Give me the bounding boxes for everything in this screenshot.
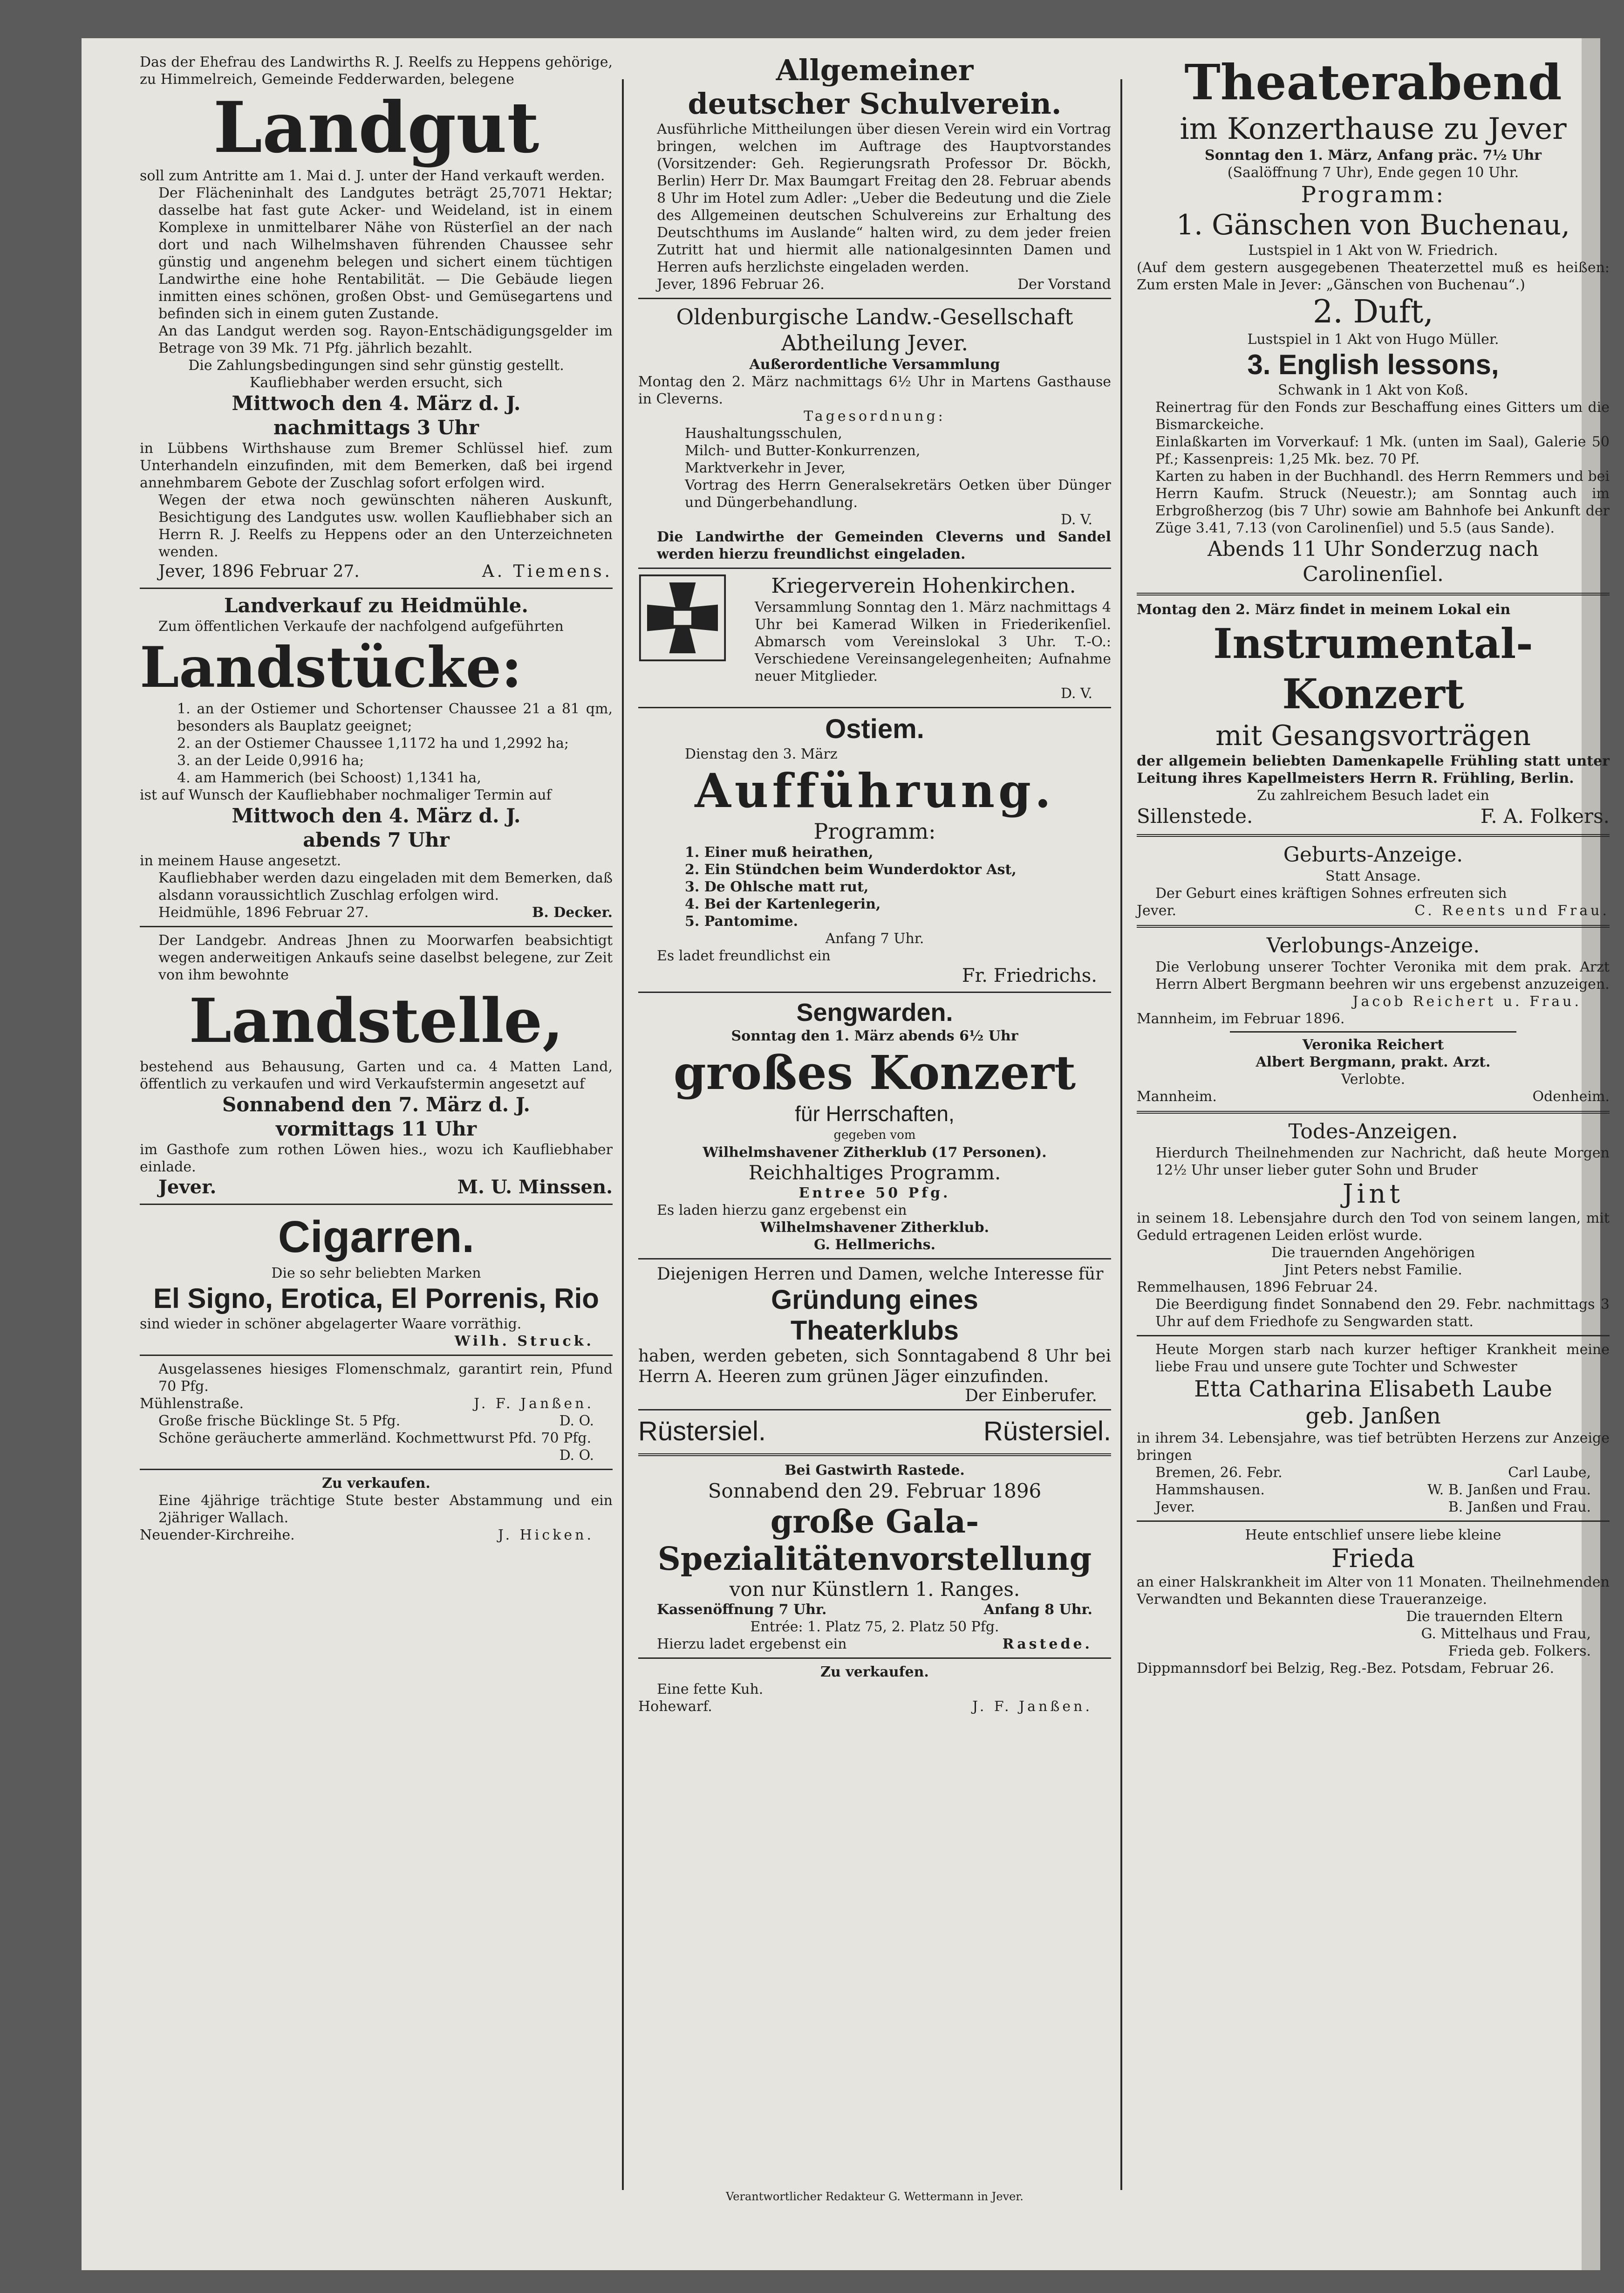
list-item: Marktverkehr in Jever, xyxy=(685,460,846,476)
ad-text: Die Beerdigung findet Sonnabend den 29. Febr. nachmittags 3 Uhr auf dem Friedhofe zu Sengwarden statt. xyxy=(1155,1296,1610,1330)
divider xyxy=(140,926,613,927)
ad-name: Etta Catharina Elisabeth Laube xyxy=(1194,1376,1552,1402)
ad-text: Der Flächeninhalt des Landgutes beträgt 25,7071 Hektar; dasselbe hat fast gute Acker- und Weideland, ist in einem Komplexe in unmittelbarer Nähe von Rüsterſiel an der nach dort und nach Wilhelmshaven führenden Chaussee sehr günstig und angenehm belegen und sichert einem tüchtigen Landwirthe eine hohe Rentabilität. — Die Gebäude liegen inmitten eines schönen, großen Obst- und Gemüsegartens und befinden sich in einem guten Zustande. xyxy=(158,185,613,322)
ad-date: Sonntag den 1. März abends 6½ Uhr xyxy=(731,1028,1018,1044)
divider xyxy=(638,1258,1111,1259)
ad-place: Hohewarf. xyxy=(638,1698,712,1715)
list-item: Haushaltungsschulen, xyxy=(685,425,842,442)
divider xyxy=(1137,834,1610,837)
ad-date: Sonnabend den 29. Februar 1896 xyxy=(708,1479,1042,1502)
divider xyxy=(1137,1335,1610,1336)
divider xyxy=(1137,1520,1610,1522)
ad-verlobung xyxy=(1137,933,1610,1105)
divider xyxy=(1137,925,1610,928)
ad-ruestersiel xyxy=(638,1415,1111,1653)
ad-text: Verlobte. xyxy=(1341,1071,1406,1088)
ad-text: Kassenöffnung 7 Uhr. xyxy=(657,1602,827,1618)
ad-time: abends 7 Uhr xyxy=(303,828,450,851)
page-footer: Verantwortlicher Redakteur G. Wettermann in Jever. xyxy=(726,2190,1024,2203)
ad-text: Lustspiel in 1 Akt von W. Friedrich. xyxy=(1248,242,1498,259)
ad-text: Der Geburt eines kräftigen Sohnes erfreuten sich xyxy=(1155,885,1507,902)
ad-cigarren xyxy=(140,1210,613,1350)
ad-big-headline: Instrumental-Konzert xyxy=(1213,619,1533,718)
ad-headline: Rüstersiel. xyxy=(983,1416,1111,1446)
ad-place: Hammshausen. xyxy=(1155,1482,1265,1498)
ad-text: Zu zahlreichem Besuch ladet ein xyxy=(1257,787,1489,804)
divider xyxy=(1137,593,1610,595)
ad-signature: J. F. Janßen. xyxy=(474,1396,594,1412)
ad-instrumental-konzert xyxy=(1137,601,1610,828)
ad-theaterklub xyxy=(638,1264,1111,1404)
ad-place: Odenheim. xyxy=(1532,1088,1610,1105)
ad-text: in meinem Hause angesetzt. xyxy=(140,853,341,869)
ad-headline: Zu verkaufen. xyxy=(322,1475,430,1492)
ad-signature: B. Decker. xyxy=(532,904,613,921)
ad-text: Ausgelassenes hiesiges Flomenschmalz, garantirt rein, Pfund 70 Pfg. xyxy=(158,1361,613,1395)
ad-subheadline: von nur Künstlern 1. Ranges. xyxy=(729,1578,1020,1601)
ad-text: ist auf Wunsch der Kaufliebhaber nochmaliger Termin auf xyxy=(140,787,552,803)
ad-headline: Sengwarden. xyxy=(796,999,953,1027)
ad-text: Wegen der etwa noch gewünschten näheren Auskunft, Besichtigung des Landgutes usw. wollen Kaufliebhaber sich an Herrn R. J. Reelfs zu Heppens oder an den Unterzeichneten wenden. xyxy=(158,492,613,560)
ad-text: haben, werden gebeten, sich Sonntagabend 8 Uhr bei Herrn A. Heeren zum grünen Jäger einzufinden. xyxy=(638,1347,1111,1386)
ad-big-headline: Landstelle, xyxy=(189,985,564,1056)
ad-text: (Saalöffnung 7 Uhr), Ende gegen 10 Uhr. xyxy=(1227,164,1519,181)
ad-signature: Jacob Reichert u. Frau. xyxy=(1352,993,1582,1010)
ad-big-headline: großes Konzert xyxy=(673,1045,1076,1100)
ad-text: Es laden hierzu ganz ergebenst ein xyxy=(657,1202,907,1218)
ad-text: Montag den 2. März nachmittags 6½ Uhr in Martens Gasthause in Cleverns. xyxy=(638,374,1111,407)
column-2 xyxy=(638,54,1111,1715)
ad-signature: Jint Peters nebst Familie. xyxy=(1284,1262,1462,1278)
ad-headline: Geburts-Anzeige. xyxy=(1283,843,1463,867)
ad-text: Hierdurch Theilnehmenden zur Nachricht, daß heute Morgen 12½ Uhr unser lieber guter Sohn und Bruder xyxy=(1155,1145,1610,1178)
ad-signature: Wilh. Struck. xyxy=(454,1333,594,1349)
ad-place: Jever. xyxy=(1137,903,1177,919)
ad-text: soll zum Antritte am 1. Mai d. J. unter der Hand verkauft werden. xyxy=(140,168,605,184)
ad-text: An das Landgut werden sog. Rayon-Entschädigungsgelder im Betrage von 39 Mk. 71 Pfg. jährlich bezahlt. xyxy=(158,323,613,356)
ad-text: Die so sehr beliebten Marken xyxy=(271,1265,481,1281)
program-item: 1. Gänschen von Buchenau, xyxy=(1176,209,1570,241)
ad-place: Heidmühle, 1896 Februar 27. xyxy=(158,904,369,921)
divider xyxy=(638,568,1111,569)
ad-text: Die trauernden Eltern xyxy=(1406,1609,1563,1625)
ad-place: Mannheim. xyxy=(1137,1088,1217,1105)
ad-text: Zum öffentlichen Verkaufe der nachfolgend aufgeführten xyxy=(158,618,564,635)
ad-signature: J. Hicken. xyxy=(498,1527,594,1543)
ad-date: Dienstag den 3. März xyxy=(685,746,838,762)
ad-signature: W. B. Janßen und Frau. xyxy=(1427,1482,1591,1498)
ad-signature: C. Reents und Frau. xyxy=(1414,903,1610,919)
divider xyxy=(638,298,1111,299)
ad-text: Entrée: 1. Platz 75, 2. Platz 50 Pfg. xyxy=(750,1619,999,1635)
ad-program-heading: Programm: xyxy=(1301,182,1446,208)
list-item: 1. an der Ostiemer und Schortenser Chaussee 21 a 81 qm, besonders als Bauplatz geeignet; xyxy=(177,701,613,734)
ad-text: Schwank in 1 Akt von Koß. xyxy=(1278,382,1468,398)
ad-headline: Zu verkaufen. xyxy=(820,1664,929,1680)
ad-text: der allgemein beliebten Damenkapelle Frühling statt unter Leitung ihres Kapellmeisters Herrn R. Frühling, Berlin. xyxy=(1137,753,1610,787)
ad-text: gegeben vom xyxy=(833,1128,916,1142)
ad-name: geb. Janßen xyxy=(1305,1403,1441,1429)
ad-big-headline: große Gala- xyxy=(770,1503,979,1540)
list-item: 4. am Hammerich (bei Schoost) 1,1341 ha, xyxy=(177,770,481,786)
ad-text: Veronika Reichert xyxy=(1302,1037,1444,1053)
ad-headline: Landverkauf zu Heidmühle. xyxy=(224,594,528,617)
ad-headline: Ostiem. xyxy=(825,714,924,744)
ad-text: Die trauernden Angehörigen xyxy=(1271,1245,1475,1261)
ad-ostiem xyxy=(638,713,1111,987)
ad-text: Eine 4jährige trächtige Stute bester Abstammung und ein 2jähriger Wallach. xyxy=(158,1492,613,1526)
ad-kriegerverein xyxy=(638,574,1111,702)
ad-text: Kaufliebhaber werden dazu eingeladen mit dem Bemerken, daß alsdann voraussichtlich Zuschlag erfolgen wird. xyxy=(158,870,613,904)
divider xyxy=(1137,1111,1610,1114)
ad-big-headline: Aufführung. xyxy=(695,763,1055,818)
ad-date: Mittwoch den 4. März d. J. xyxy=(232,392,521,415)
ad-stute xyxy=(140,1475,613,1544)
ad-place: Neuender-Kirchreihe. xyxy=(140,1527,295,1543)
ad-subheadline: mit Gesangsvorträgen xyxy=(1215,719,1531,752)
ad-heidmuehle xyxy=(140,594,613,921)
ad-text: Heute entschlief unsere liebe kleine xyxy=(1245,1527,1501,1543)
ad-text: im Gasthofe zum rothen Löwen hies., wozu ich Kaufliebhaber einlade. xyxy=(140,1142,613,1175)
ad-text: Anfang 8 Uhr. xyxy=(983,1602,1092,1618)
program-item: 3. De Ohlsche matt rut, xyxy=(685,879,869,895)
ad-text: Reichhaltiges Programm. xyxy=(748,1161,1001,1184)
ad-text: Das der Ehefrau des Landwirths R. J. Reelfs zu Heppens gehörige, zu Himmelreich, Gemeinde Fedderwarden, belegene xyxy=(140,54,613,88)
divider xyxy=(140,1355,613,1356)
ad-text: bestehend aus Behausung, Garten und ca. 4 Matten Land, öffentlich zu verkaufen und wird Verkaufstermin angesetzt auf xyxy=(140,1059,613,1092)
ad-headline: Verlobungs-Anzeige. xyxy=(1266,934,1480,958)
ad-text: Reinertrag für den Fonds zur Beschaffung eines Gitters um die Bismarckeiche. xyxy=(1155,399,1610,433)
ad-text: Die Verlobung unserer Tochter Veronika mit dem prak. Arzt Herrn Albert Bergmann beehren wir uns ergebenst anzuzeigen. xyxy=(1155,959,1610,992)
ad-name: Frieda xyxy=(1331,1544,1415,1573)
ad-text: (Auf dem gestern ausgegebenen Theaterzettel muß es heißen: Zum ersten Male in Jever: „Gänschen von Buchenau“.) xyxy=(1137,260,1610,293)
ad-place: Mühlenstraße. xyxy=(140,1396,244,1412)
ad-text: Albert Bergmann, prakt. Arzt. xyxy=(1256,1054,1491,1070)
ad-place: Jever. xyxy=(158,1176,217,1198)
iron-cross-icon xyxy=(638,574,727,662)
ad-time: nachmittags 3 Uhr xyxy=(273,416,479,439)
ad-headline: Allgemeiner xyxy=(776,53,974,87)
ad-text: Der Landgebr. Andreas Jhnen zu Moorwarfen beabsichtigt wegen anderweitigen Ankaufs seine daselbst belegene, zur Zeit von ihm bewohnte xyxy=(158,932,613,983)
list-item: Vortrag des Herrn Generalsekretärs Oetken über Dünger und Düngerbehandlung. xyxy=(685,477,1111,511)
ad-place: Bremen, 26. Febr. xyxy=(1155,1465,1283,1481)
ad-place: Remmelhausen, 1896 Februar 24. xyxy=(1137,1279,1378,1295)
ad-text: Tagesordnung: xyxy=(804,408,946,424)
ad-place: Sillenstede. xyxy=(1137,805,1253,828)
ad-signature: Rastede. xyxy=(1002,1636,1092,1652)
ad-name: Jint xyxy=(1343,1179,1404,1209)
ad-text: Anfang 7 Uhr. xyxy=(825,931,924,947)
ad-landw-gesellschaft xyxy=(638,304,1111,563)
ad-text: Wilhelmshavener Zitherklub (17 Personen). xyxy=(703,1144,1047,1161)
ad-landstelle xyxy=(140,932,613,1199)
ad-signature: D. O. xyxy=(559,1447,594,1464)
ad-signature: Der Einberufer. xyxy=(965,1386,1097,1405)
ad-text: Die Zahlungsbedingungen sind sehr günstig gestellt. Kaufliebhaber werden ersucht, sich xyxy=(188,357,564,391)
ad-headline: Landgut xyxy=(213,87,539,169)
ad-signature: F. A. Folkers. xyxy=(1480,805,1610,828)
ad-kuh xyxy=(638,1663,1111,1715)
ad-text: Ausführliche Mittheilungen über diesen Verein wird ein Vortrag bringen, welchen im Auftrage des Hauptvorstandes (Vorsitzender: Geh. Regierungsrath Professor Dr. Böckh, Berlin) Herr Dr. Max Baumgart Freitag den 28. Februar abends 8 Uhr im Hotel zum Adler: „Ueber die Bedeutung und die Ziele des Allgemeinen deutschen Schulvereins zur Erhaltung des Deutschthums im Auslande“ halten wird, zu dem jeder freien Zutritt hat und hiermit alle nationalgesinnten Damen und Herren aufs herzlichste eingeladen werden. xyxy=(657,121,1111,275)
ad-headline: Theaterabend xyxy=(1184,54,1562,111)
column-1 xyxy=(140,54,613,1544)
ad-text: Diejenigen Herren und Damen, welche Interesse für xyxy=(657,1265,1104,1284)
ad-signature: D. V. xyxy=(1060,685,1092,702)
ad-text: Versammlung Sonntag den 1. März nachmittags 4 Uhr bei Kamerad Wilken in Friederikenſiel. Abmarsch vom Vereinslokal 3 Uhr. T.-O.: Verschiedene Vereinsangelegenheiten; Aufnahme neuer Mitglieder. xyxy=(755,599,1111,684)
ad-headline: Gründung eines xyxy=(771,1285,978,1315)
divider xyxy=(638,1657,1111,1659)
ad-subheadline: Außerordentliche Versammlung xyxy=(749,356,1000,373)
ad-signature: B. Janßen und Frau. xyxy=(1448,1499,1591,1515)
ad-text: Die Landwirthe der Gemeinden Cleverns und Sandel werden hierzu freundlichst eingeladen. xyxy=(657,529,1111,562)
ad-signature: Der Vorstand xyxy=(1017,276,1111,293)
divider xyxy=(1230,1031,1516,1033)
ad-text: Hierzu ladet ergebenst ein xyxy=(657,1636,847,1652)
ad-date: Sonnabend den 7. März d. J. xyxy=(222,1093,531,1116)
ad-signature: Frieda geb. Folkers. xyxy=(1448,1643,1591,1659)
ad-text: in seinem 18. Lebensjahre durch den Tod von seinem langen, mit Geduld ertragenen Leiden erlöst wurde. xyxy=(1137,1210,1610,1244)
divider xyxy=(140,588,613,589)
ad-theaterabend xyxy=(1137,54,1610,587)
divider xyxy=(638,707,1111,708)
ad-signature: G. Mittelhaus und Frau, xyxy=(1421,1626,1591,1642)
program-item: 4. Bei der Kartenlegerin, xyxy=(685,896,881,912)
ad-subheadline: für Herrschaften, xyxy=(795,1102,955,1126)
ad-signature: Carl Laube, xyxy=(1508,1465,1591,1481)
ad-text: Große frische Bücklinge St. 5 Pfg. xyxy=(158,1413,401,1429)
ad-signature: M. U. Minssen. xyxy=(457,1176,613,1198)
ad-headline: deutscher Schulverein. xyxy=(688,87,1062,121)
ad-text: Statt Ansage. xyxy=(1325,868,1421,884)
divider xyxy=(638,1453,1111,1456)
divider xyxy=(638,992,1111,993)
ad-schulverein xyxy=(638,54,1111,293)
program-item: 3. English lessons, xyxy=(1247,349,1499,380)
list-item: 3. an der Leide 0,9916 ha; xyxy=(177,753,364,769)
ad-text: sind wieder in schöner abgelagerter Waare vorräthig. xyxy=(140,1316,522,1332)
ad-text: Bei Gastwirth Rastede. xyxy=(785,1462,965,1478)
ad-subheadline: Programm: xyxy=(813,819,936,844)
list-item: 2. an der Ostiemer Chaussee 1,1172 ha und 1,2992 ha; xyxy=(177,735,569,752)
ad-place: Jever, 1896 Februar 26. xyxy=(657,276,825,293)
ad-headline: Oldenburgische Landw.-Gesellschaft xyxy=(676,304,1073,329)
ad-text: Heute Morgen starb nach kurzer heftiger Krankheit meine liebe Frau und unsere gute Tochter und Schwester xyxy=(1155,1342,1610,1375)
ad-place: Jever, 1896 Februar 27. xyxy=(158,562,360,581)
ad-big-headline: Landstücke: xyxy=(140,635,522,700)
ad-text: an einer Halskrankheit im Alter von 11 Monaten. Theilnehmenden Verwandten und Bekannten diese Traueranzeige. xyxy=(1137,1574,1610,1608)
column-rule xyxy=(1120,79,1122,2190)
ad-text: Lustspiel in 1 Akt von Hugo Müller. xyxy=(1247,331,1499,348)
ad-signature: J. F. Janßen. xyxy=(972,1698,1092,1715)
ad-headline: Kriegerverein Hohenkirchen. xyxy=(771,574,1076,598)
ad-landgut xyxy=(140,54,613,583)
ad-sengwarden xyxy=(638,998,1111,1253)
ad-text: Es ladet freundlichst ein xyxy=(657,948,831,964)
ad-signature: Wilhelmshavener Zitherklub. xyxy=(760,1219,989,1236)
ad-text: Schöne geräucherte ammerländ. Kochmettwurst Pfd. 70 Pfg. xyxy=(158,1430,592,1446)
ad-text: in ihrem 34. Lebensjahre, was tief betrübten Herzens zur Anzeige bringen xyxy=(1137,1430,1610,1464)
program-item: 2. Duft, xyxy=(1313,294,1433,330)
ad-geburt xyxy=(1137,842,1610,919)
ad-signature: A. Tiemens. xyxy=(482,562,613,581)
ad-headline: Rüstersiel. xyxy=(638,1416,766,1446)
ad-headline: Todes-Anzeigen. xyxy=(1288,1120,1458,1143)
ad-flomenschmalz xyxy=(140,1361,613,1464)
ad-text: Eine fette Kuh. xyxy=(657,1681,764,1698)
ad-text: Montag den 2. März findet in meinem Lokal ein xyxy=(1137,602,1511,618)
ad-signature: D. V. xyxy=(1060,512,1092,528)
ad-big-headline: Spezialitätenvorstellung xyxy=(657,1540,1092,1578)
ad-signature: Fr. Friedrichs. xyxy=(962,965,1097,986)
column-3 xyxy=(1137,54,1610,1677)
divider xyxy=(140,1469,613,1470)
ad-brands: El Signo, Erotica, El Porrenis, Rio xyxy=(153,1283,599,1314)
ad-date: Sonntag den 1. März, Anfang präc. 7½ Uhr xyxy=(1205,147,1542,164)
ad-text: Abends 11 Uhr Sonderzug nach Carolinenſiel. xyxy=(1208,537,1539,586)
ad-subheadline: im Konzerthause zu Jever xyxy=(1180,112,1567,146)
column-rule xyxy=(622,79,624,2190)
ad-place: Jever. xyxy=(1155,1499,1195,1515)
divider xyxy=(638,1409,1111,1410)
ad-headline: Theaterklubs xyxy=(791,1315,959,1346)
ad-signature: D. O. xyxy=(559,1413,594,1429)
ad-text: in Lübbens Wirthshause zum Bremer Schlüssel hief. zum Unterhandeln einzufinden, mit dem Bemerken, daß bei irgend annehmbarem Gebote der Zuschlag sofort erfolgen wird. xyxy=(140,440,613,491)
ad-place: Dippmannsdorf bei Belzig, Reg.-Bez. Potsdam, Februar 26. xyxy=(1137,1660,1555,1677)
ad-signature: G. Hellmerichs. xyxy=(813,1237,936,1253)
ad-text: Entree 50 Pfg. xyxy=(798,1185,951,1201)
divider xyxy=(140,1204,613,1205)
program-item: 2. Ein Stündchen beim Wunderdoktor Ast, xyxy=(685,862,1017,878)
ad-headline: Cigarren. xyxy=(278,1212,475,1262)
ad-date: Mittwoch den 4. März d. J. xyxy=(232,804,521,827)
ad-todesanzeigen xyxy=(1137,1119,1610,1677)
ad-text: Karten zu haben in der Buchhandl. des Herrn Remmers und bei Herrn Kaufm. Struck (Neuestr.); am Sonntag auch im Erbgroßherzog (bis 7 Uhr) sowie am Bahnhofe bei Ankunft der Züge 3.41, 7.13 (von Carolinenſiel) und 5.5 (aus Sande). xyxy=(1155,468,1610,536)
program-item: 1. Einer muß heirathen, xyxy=(685,844,873,861)
list-item: Milch- und Butter-Konkurrenzen, xyxy=(685,443,921,459)
ad-text: Einlaßkarten im Vorverkauf: 1 Mk. (unten im Saal), Galerie 50 Pf.; Kassenpreis: 1,25 Mk. bez. 70 Pf. xyxy=(1155,434,1610,467)
ad-headline: Abtheilung Jever. xyxy=(781,330,969,356)
ad-time: vormittags 11 Uhr xyxy=(276,1117,477,1140)
ad-place: Mannheim, im Februar 1896. xyxy=(1137,1011,1345,1027)
program-item: 5. Pantomime. xyxy=(685,913,798,930)
